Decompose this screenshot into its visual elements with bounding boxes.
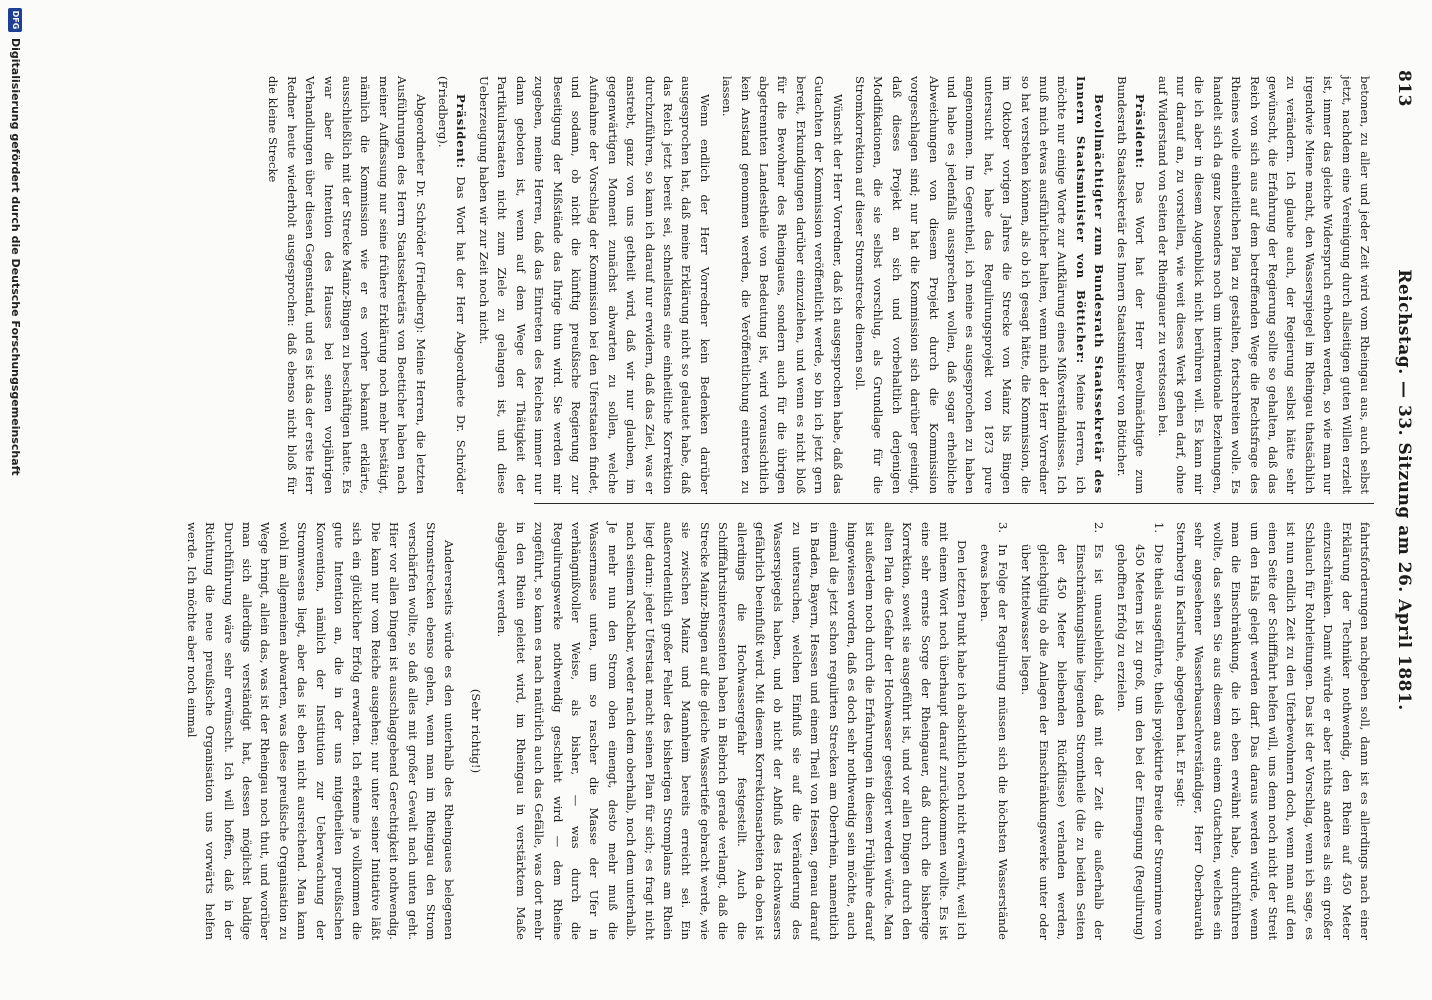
speaker-name: Bevollmächtigter zum Bundesrath Staatssekretär des Innern Staatsminister von Bötticher:	[1073, 76, 1107, 494]
item-number: 1.	[1151, 522, 1166, 534]
paragraph: Wünscht der Herr Vorredner, daß ich ausgesprochen habe, daß das Gutachten der Kommission veröffentlicht werde, so bin ich jetzt gern bereit, Erkundigungen darüber einzuziehen, und wenn es nicht bloß für die Bewohner des Rheingaues, sondern auch für die übrigen abgetrennten Landestheile von Bedeutung ist, wird voraussichtlich kein Anstand genommen werden, die Veröffentlichung eintreten zu lassen.	[720, 76, 845, 494]
numbered-item	[975, 522, 1012, 940]
speech-paragraph: Bevollmächtigter zum Bundesrath Staatssekretär des Innern Staatsminister von Bötticher: Meine Herren, ich möchte nur einige Worte zur Aufklärung eines Mißverständnisses. Ich muß mich etwas ausführlicher halten, wenn mich der Herr Vorredner so hat verstehen können, als ob ich gesagt hätte, die Kommission, die im Oktober vorigen Jahres die Strecke von Mainz bis Bingen untersucht hat, habe das Regulirungsprojekt von 1873 pure angenommen. Im Gegentheil, ich meine es ausgesprochen zu haben und habe es jedenfalls aussprechen wollen, daß sogar erhebliche Abweichungen von diesem Projekt durch die Kommission vorgeschlagen sind; nur hat die Kommission sich darüber geeinigt, daß dieses Projekt an sich und vorbehaltlich derjenigen Modifikationen, die sie selbst vorschlug, als Grundlage für die Stromkorrektion auf dieser Stromstrecke dienen soll.	[853, 76, 1107, 494]
left-column	[266, 76, 1374, 494]
speech-paragraph: Präsident: Das Wort hat der Herr Bevollmächtigte zum Bundesrath Staatssekretär des Innern Staatsminister von Bötticher.	[1114, 76, 1148, 494]
speech-paragraph: Präsident: Das Wort hat der Herr Abgeordnete Dr. Schröder (Friedberg).	[436, 76, 469, 494]
page-number: 813	[1394, 70, 1414, 107]
paragraph: Abgeordneter Dr. Schröder (Friedberg): Meine Herren, die letzten Ausführungen des Herrn Staatssekretärs von Boetticher haben nach meiner Auffassung nur seine frühere Erklärung noch mehr bestätigt, nämlich die Kommission wie er es vorher bekannt erklärte, ausschließlich mit der Strecke Mainz-Bingen zu beschäftigen hatte. Es war aber die Intention des Hauses bei seinen vorjährigen Verhandlungen über diesen Gegenstand, und es ist das der erste Herr Redner heute wiederholt ausgesprochen: daß ebenso nicht bloß für die kleine Strecke	[266, 76, 428, 494]
digitization-footer	[0, 0, 28, 1000]
item-number: 2.	[1092, 522, 1107, 534]
column-divider	[534, 503, 1374, 504]
paragraph: betonen, zu aller und jeder Zeit wird vom Rheingau aus, auch selbst jetzt, nachdem eine Vereinigung durch allseitigen guten Willen erzielt ist, immer das gleiche Widerspruch erhoben werden, so wie man nur irgendwie Miene macht, den Wasserspiegel im Rheingau thatsächlich zu verändern. Ich glaube auch, der Regierung selbst hätte sehr gewünscht, die Erfahrung der Regierung sollte so gehalten, daß das Reich von sich aus auf dem betreffenden Wege die Rechtsfrage des Rheines wolle einheitlichen Plan zu gestalten, fortschreiten wolle. Es handelt sich da ganz besonders noch um internationale Beziehungen, die ich aber in diesem Augenblick nicht berühren will. Es kann mir nur darauf an, zu vorstellen, wie weit dieses Werk gehen darf, ohne auf Widerstand von Seiten der Rheingauer zu verstossen bei.	[1155, 76, 1372, 494]
dfg-logo-icon: DFG	[8, 8, 22, 32]
paragraph: Den letzten Punkt habe ich absichtlich noch nicht erwähnt, weil ich mit einem Wort noch überhaupt darauf zurückkommen wollte. Es ist eine sehr ernste Sorge der Rheingauer, daß durch die bisherige Korrektion, soweit sie ausgeführt ist, und vor allen Dingen durch den alten Plan die Gefahr der Hochwasser gesteigert werden würde. Man ist außerdem noch durch die Erfahrungen in diesem Frühjahre darauf hingewiesen worden, daß es doch sehr nothwendig sein möchte, auch einmal die jetzt schon regulirten Strecken am Oberrhein, namentlich in Baden, Bayern, Hessen und einem Theil von Hessen, genau darauf zu untersuchen, welchen Einfluß sie auf die Veränderung des Wasserspiegels haben, und ob nicht der Abfluß des Hochwassers gefährlich beeinflußt wird. Mit diesem Korrektionsarbeiten da oben ist allerdings die Hochwassergefahr festgestellt. Auch die Schifffahrtsinteressenten haben in Biebrich gerade verlangt, daß die Strecke Mainz-Bingen auf die gleiche Wassertiefe gebracht werde, wie sie zwischen Mainz und Mannheim bereits erreicht sei. Ein außerordentlich großer Fehler des bisherigen Stromplans am Rhein liegt darin: jeder Uferstaat macht seinen Plan für sich; es fragt nicht nach seinem Nachbar, weder nach dem oberhalb, noch dem unterhalb. Je mehr nun den Strom oben einengt, desto mehr muß die Wassermasse unten, um so rascher die Masse der Ufer in verhängnißvoller Weise, als bisher, — was durch die Regulirungswerke nothwendig geschieht wird — dem Rheine zugeführt, so kann es nach natürlich auch das Gefälle, was dort mehr in den Rhein geleitet wird, im Rheingau in verstärktem Maße abgelagert werden.	[495, 522, 970, 940]
interjection: (Sehr richtig!)	[468, 688, 483, 774]
numbered-item	[1016, 522, 1108, 940]
paragraph: Wenn endlich der Herr Vorredner kein Bedenken darüber ausgesprochen hat, daß meine Erklärung nicht so gelautet habe, daß das Reich jetzt bereit sei, schnellstens eine einheitliche Korrektion durchzuführen, so kann ich darauf nur erwidern, daß das Ziel, was er anstrebt, ganz von uns getheilt wird, daß wir nur glauben, im gegenwärtigen Moment zunächst abwarten zu sollen, welche Aufnahme der Vorschlag der Kommission bei den Uferstaaten findet, und sodann, ob nicht die künftig preußische Regierung zur Beseitigung der Mißstände das Ihrige thun wird. Sie werden mir zugeben, meine Herren, daß das Eintreten des Reiches immer nur dann geboten ist, wenn auf dem Wege der Thätigkeit der Partikularstaaten nicht zum Ziele zu gelangen ist, und diese Ueberzeugung haben wir zur Zeit noch nicht.	[476, 76, 712, 494]
item-number: 3.	[996, 522, 1011, 534]
paragraph: Andererseits würde es den unterhalb des Rheingaues belegenen Stromstrecken ebenso gehen, wenn man im Rheingau den Strom verschärfen wollte, so daß alles mit großer Gewalt nach unten geht. Hier vor allen Dingen ist ausschlaggebend Gerechtigkeit nothwendig. Die kann nur vom Reiche ausgehen; nur unter seiner Initiative läßt sich ein glücklicher Erfolg erwarten. Ich erkenne ja vollkommen die gute Intention an, die in der uns mitgetheilten preußischen Konvention, nämlich der Institution zur Ueberwachung der Stromwesens liegt, aber das ist eben nicht ausreichend. Man kann wohl im allgemeinen abwarten, was diese preußische Organisation zu Wege bringt, allein das, was ist der Rheingau noch thut, und worüber man sich allerdings verständigt hat, dessen möglichst baldige Durchführung wäre sehr erwünscht. Ich will hoffen, daß in der Richtung die neue preußische Organisation uns vorwärts helfen werde. Ich möchte aber noch einmal	[184, 522, 457, 940]
page-title: Reichstag. — 33. Sitzung am 26. April 1881.	[1394, 269, 1414, 711]
footer-credit: Digitalisierung gefördert durch die Deutsche Forschungsgemeinschaft	[9, 38, 22, 476]
item-text: Die theils ausgeführte, theils projektirte Breite der Stromrinne von 450 Metern ist zu groß, um den bei der Einengung (Regulirung) gehofften Erfolg zu erzielen.	[1114, 544, 1166, 940]
right-column	[184, 522, 1374, 940]
speaker-name: Präsident:	[1133, 94, 1148, 169]
item-text: Es ist unausbleiblich, daß mit der Zeit die außerhalb der Einschränkungslinie liegenden Stromtheile (die zu beiden Seiten der 450 Meter bleibenden Rückflüsse) verlanden werden, gleichgültig ob die Anlagen der Einschränkungswerke unter oder über Mittelwasser liegen.	[1018, 544, 1107, 940]
numbered-item	[1112, 522, 1167, 940]
speaker-name: Präsident:	[454, 94, 469, 169]
item-text: In Folge der Regulirung müssen sich die höchsten Wasserstände etwas heben.	[977, 544, 1011, 940]
paragraph: fahrtsforderungen nachgeben soll, dann ist es allerdings nach einer Erklärung der Techniker nothwendig, den Rhein auf 450 Meter einzuschränken. Damit würde er aber nichts anderes als ein großer Schlauch für Rohrleitungen. Das ist der Vorschlag, wenn ich sage, es ist nun endlich Zeit zu den Uferbewohnern doch, wenn man auf den einen Seite der Schifffahrt helfen will, uns denn noch nicht der Streit um den Hals gelegt werden darf. Das daraus werden würde, wenn man die Einschränkung, die ich eben erwähnt habe, durchführen wollte, das sehen Sie aus diesem aus einem Gutachten, welches ein sehr angesehener Wasserbausachverständiger, Herr Oberbaurath Sternberg in Karlsruhe, abgegeben hat. Er sagt:	[1173, 522, 1372, 940]
page-header	[1388, 70, 1414, 910]
